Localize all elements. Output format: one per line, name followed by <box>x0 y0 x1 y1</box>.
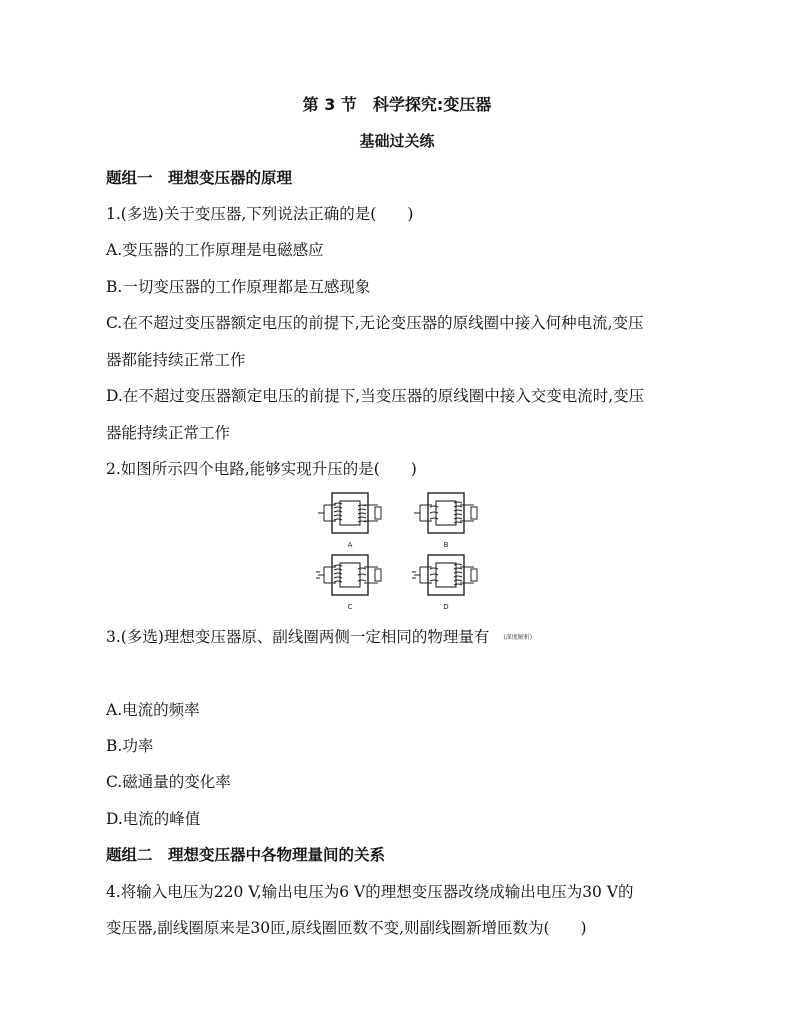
question-4-line2: 变压器,副线圈原来是30匝,原线圈匝数不变,则副线圈新增匝数为( ) <box>106 919 587 937</box>
question-1-option-d-line2: 器能持续正常工作 <box>106 424 231 442</box>
question-1-stem: 1.(多选)关于变压器,下列说法正确的是( ) <box>106 205 414 223</box>
question-3-option-b: B.功率 <box>106 737 154 755</box>
circuit-label-d: D <box>443 603 449 611</box>
question-3-text: 3.(多选)理想变压器原、副线圈两侧一定相同的物理量有 <box>106 628 490 646</box>
circuit-label-a: A <box>347 541 353 549</box>
question-1-option-c-line2: 器都能持续正常工作 <box>106 351 246 369</box>
question-1-option-a: A.变压器的工作原理是电磁感应 <box>106 241 324 259</box>
circuit-d <box>412 555 477 611</box>
section-subtitle: 基础过关练 <box>359 132 435 150</box>
circuit-b <box>414 493 477 549</box>
transformer-circuits-figure <box>312 489 492 613</box>
page-title: 第 3 节 科学探究:变压器 <box>302 95 492 114</box>
question-3-option-a: A.电流的频率 <box>106 701 200 719</box>
question-1-option-d-line1: D.在不超过变压器额定电压的前提下,当变压器的原线圈中接入交变电流时,变压 <box>106 387 645 405</box>
circuit-label-c: C <box>347 603 353 611</box>
question-4-line1: 4.将输入电压为220 V,输出电压为6 V的理想变压器改绕成输出电压为30 V的 <box>106 883 634 901</box>
group-heading-1: 题组一 理想变压器的原理 <box>106 169 293 187</box>
circuit-label-b: B <box>443 541 449 549</box>
question-2-stem: 2.如图所示四个电路,能够实现升压的是( ) <box>106 460 417 478</box>
question-3-option-c: C.磁通量的变化率 <box>106 773 231 791</box>
question-3-stem <box>106 627 532 648</box>
question-1-option-b: B.一切变压器的工作原理都是互感现象 <box>106 278 371 296</box>
circuit-c <box>316 555 381 611</box>
group-heading-2: 题组二 理想变压器中各物理量间的关系 <box>106 846 386 864</box>
question-1-option-c-line1: C.在不超过变压器额定电压的前提下,无论变压器的原线圈中接入何种电流,变压 <box>106 314 644 332</box>
circuit-a <box>318 493 381 549</box>
question-3-option-d: D.电流的峰值 <box>106 810 201 828</box>
analysis-note: (深度解析) <box>503 634 533 641</box>
